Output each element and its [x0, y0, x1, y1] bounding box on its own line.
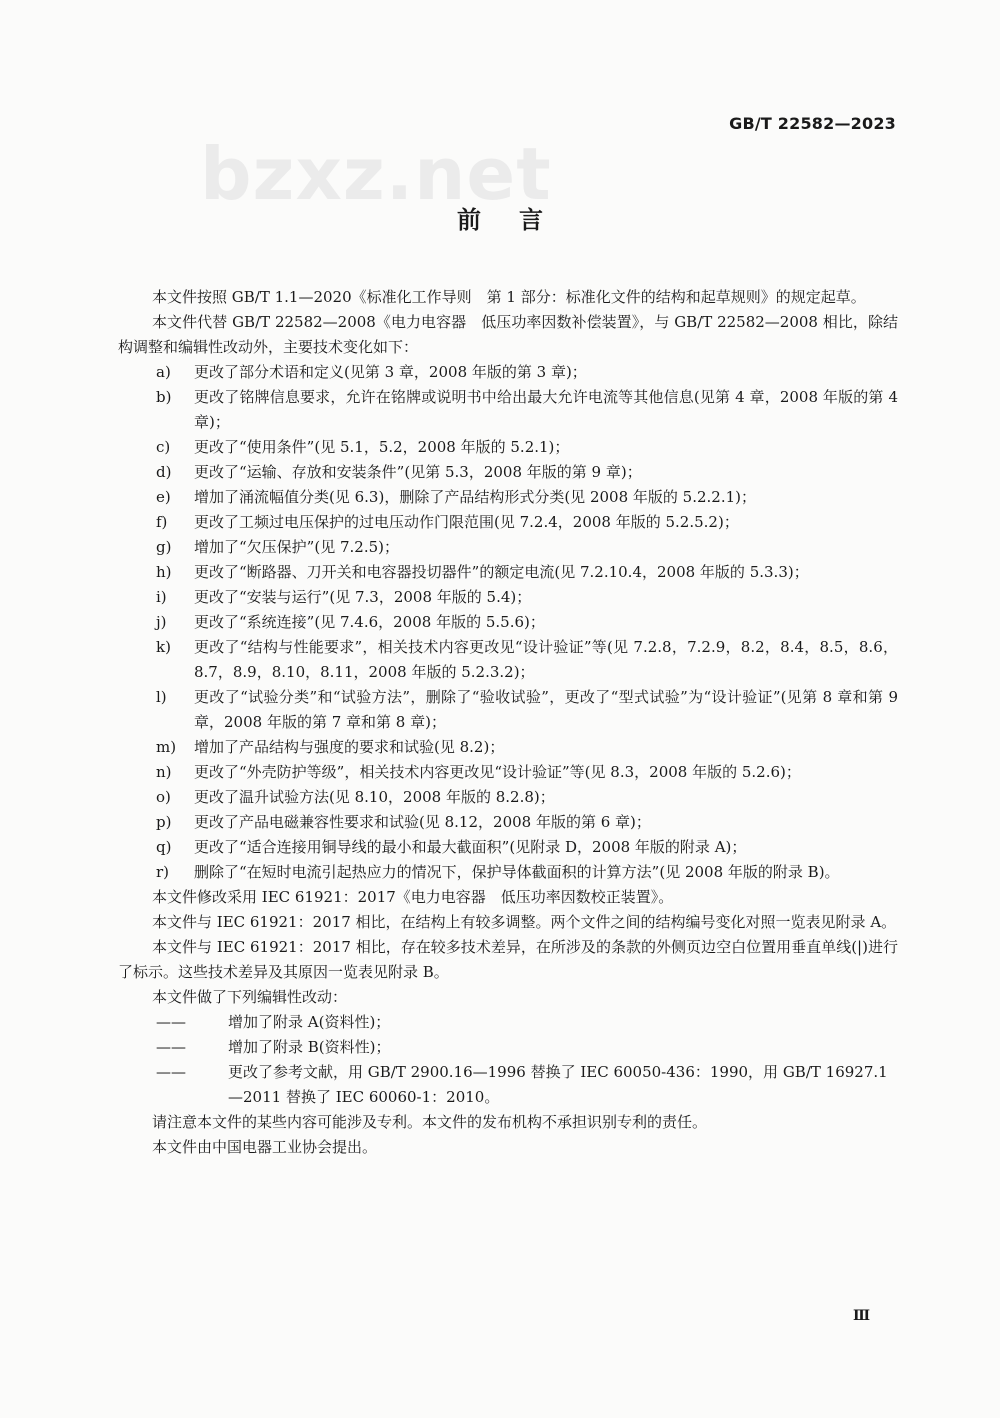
list-marker: j) [156, 613, 167, 631]
editorial-list [118, 1010, 898, 1110]
list-item [118, 1035, 898, 1060]
list-text: 增加了附录 A(资料性)； [228, 1013, 391, 1031]
list-marker: —— [156, 1013, 186, 1031]
list-item [118, 510, 898, 535]
list-item [118, 685, 898, 735]
list-text: 更改了“外壳防护等级”，相关技术内容更改见“设计验证”等(见 8.3，2008 年版的 5.2.6)； [194, 763, 801, 781]
list-text: 更改了“断路器、刀开关和电容器投切器件”的额定电流(见 7.2.10.4，2008 年版的 5.3.3)； [194, 563, 809, 581]
list-marker: h) [156, 563, 172, 581]
list-marker: c) [156, 438, 171, 456]
paragraph: 请注意本文件的某些内容可能涉及专利。本文件的发布机构不承担识别专利的责任。 [152, 1113, 708, 1131]
watermark: bzxz.net [200, 132, 552, 216]
paragraph: 本文件做了下列编辑性改动： [152, 988, 348, 1006]
list-item [118, 610, 898, 635]
list-item [118, 585, 898, 610]
list-item [118, 460, 898, 485]
list-text: 更改了部分术语和定义(见第 3 章，2008 年版的第 3 章)； [194, 363, 587, 381]
list-marker: q) [156, 838, 172, 856]
list-marker: b) [156, 388, 172, 406]
list-item [118, 860, 898, 885]
standard-number: GB/T 22582—2023 [729, 114, 896, 133]
changes-list [118, 360, 898, 885]
list-text: 增加了“欠压保护”(见 7.2.5)； [194, 538, 399, 556]
list-text: 更改了温升试验方法(见 8.10，2008 年版的 8.2.8)； [194, 788, 555, 806]
list-item [118, 360, 898, 385]
list-marker: d) [156, 463, 172, 481]
list-text: 更改了“安装与运行”(见 7.3，2008 年版的 5.4)； [194, 588, 532, 606]
list-item [118, 560, 898, 585]
list-item [118, 760, 898, 785]
list-text: 删除了“在短时电流引起热应力的情况下，保护导体截面积的计算方法”(见 2008 年版的附录 B)。 [194, 863, 840, 881]
list-item [118, 1060, 898, 1110]
list-item [118, 810, 898, 835]
list-marker: l) [156, 688, 167, 706]
list-item [118, 835, 898, 860]
list-item [118, 635, 898, 685]
list-text: 更改了工频过电压保护的过电压动作门限范围(见 7.2.4，2008 年版的 5.2.5.2)； [194, 513, 739, 531]
list-marker: a) [156, 363, 171, 381]
list-text: 更改了“试验分类”和“试验方法”，删除了“验收试验”，更改了“型式试验”为“设计验证”(见第 8 章和第 9 章，2008 年版的第 7 章和第 8 章)； [194, 688, 898, 731]
list-text: 更改了“适合连接用铜导线的最小和最大截面积”(见附录 D，2008 年版的附录 A)； [194, 838, 747, 856]
list-text: 增加了涌流幅值分类(见 6.3)，删除了产品结构形式分类(见 2008 年版的 5.2.2.1)； [194, 488, 756, 506]
list-text: 更改了“系统连接”(见 7.4.6，2008 年版的 5.5.6)； [194, 613, 545, 631]
list-marker: k) [156, 638, 171, 656]
paragraph: 本文件代替 GB/T 22582—2008《电力电容器 低压功率因数补偿装置》，与 GB/T 22582—2008 相比，除结构调整和编辑性改动外，主要技术变化如下： [118, 313, 898, 356]
list-text: 增加了产品结构与强度的要求和试验(见 8.2)； [194, 738, 505, 756]
list-text: 更改了“使用条件”(见 5.1，5.2，2008 年版的 5.2.1)； [194, 438, 570, 456]
list-text: 更改了“运输、存放和安装条件”(见第 5.3，2008 年版的第 9 章)； [194, 463, 642, 481]
list-item [118, 785, 898, 810]
list-marker: —— [156, 1063, 186, 1081]
list-marker: i) [156, 588, 167, 606]
list-marker: r) [156, 863, 170, 881]
list-text: 增加了附录 B(资料性)； [228, 1038, 391, 1056]
list-text: 更改了“结构与性能要求”，相关技术内容更改见“设计验证”等(见 7.2.8，7.2.9，8.2，8.4，8.5，8.6，8.7，8.9，8.10，8.11，2008 年版的 5.2.3.2)； [194, 638, 898, 681]
paragraph: 本文件按照 GB/T 1.1—2020《标准化工作导则 第 1 部分：标准化文件的结构和起草规则》的规定起草。 [152, 288, 866, 306]
page-number: Ⅲ [852, 1308, 870, 1324]
paragraph: 本文件由中国电器工业协会提出。 [152, 1138, 378, 1156]
list-text: 更改了产品电磁兼容性要求和试验(见 8.12，2008 年版的第 6 章)； [194, 813, 651, 831]
list-item [118, 735, 898, 760]
list-item [118, 485, 898, 510]
list-item [118, 435, 898, 460]
paragraph: 本文件与 IEC 61921：2017 相比，在结构上有较多调整。两个文件之间的结构编号变化对照一览表见附录 A。 [152, 913, 897, 931]
paragraph: 本文件修改采用 IEC 61921：2017《电力电容器 低压功率因数校正装置》。 [152, 888, 674, 906]
list-marker: g) [156, 538, 172, 556]
document-body [118, 285, 898, 1160]
list-item [118, 535, 898, 560]
list-item [118, 1010, 898, 1035]
list-marker: n) [156, 763, 172, 781]
list-marker: m) [156, 738, 177, 756]
list-marker: e) [156, 488, 171, 506]
list-text: 更改了参考文献，用 GB/T 2900.16—1996 替换了 IEC 60050-436：1990，用 GB/T 16927.1—2011 替换了 IEC 60060-1：2010。 [228, 1063, 888, 1106]
list-text: 更改了铭牌信息要求，允许在铭牌或说明书中给出最大允许电流等其他信息(见第 4 章，2008 年版的第 4 章)； [194, 388, 898, 431]
list-marker: p) [156, 813, 172, 831]
paragraph: 本文件与 IEC 61921：2017 相比，存在较多技术差异，在所涉及的条款的外侧页边空白位置用垂直单线(|)进行了标示。这些技术差异及其原因一览表见附录 B。 [118, 938, 898, 981]
list-marker: —— [156, 1038, 186, 1056]
list-marker: f) [156, 513, 168, 531]
page-title: 前言 [457, 206, 581, 234]
list-item [118, 385, 898, 435]
list-marker: o) [156, 788, 171, 806]
